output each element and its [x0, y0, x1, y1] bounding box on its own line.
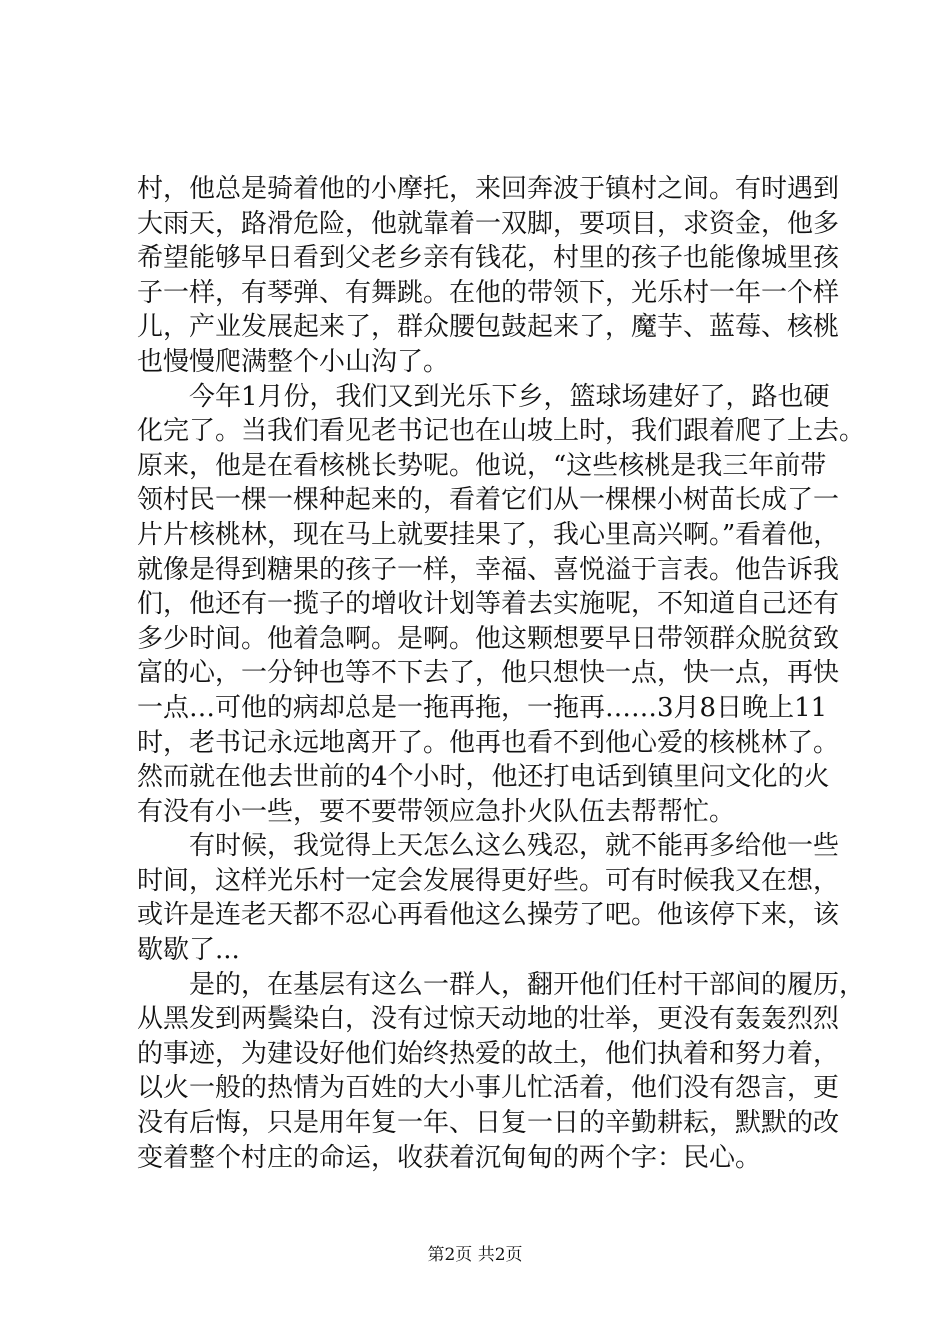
text-line: 希望能够早日看到父老乡亲有钱花，村里的孩子也能像城里孩: [137, 243, 840, 274]
text-line: 或许是连老天都不忍心再看他这么操劳了吧。他该停下来，该: [137, 900, 840, 931]
text-line: 们，他还有一揽子的增收计划等着去实施呢，不知道自己还有: [137, 589, 840, 620]
text-line: 儿，产业发展起来了，群众腰包鼓起来了，魔芋、蓝莓、核桃: [137, 312, 840, 343]
text-line: 歇歇了...: [137, 935, 240, 966]
text-line: 然而就在他去世前的4个小时，他还打电话到镇里问文化的火: [137, 762, 830, 793]
text-line: 有没有小一些，要不要带领应急扑火队伍去帮帮忙。: [137, 796, 736, 827]
text-line: 领村民一棵一棵种起来的，看着它们从一棵棵小树苗长成了一: [137, 485, 840, 516]
text-line: 是的，在基层有这么一群人，翻开他们任村干部间的履历，: [137, 969, 866, 1000]
text-line: 大雨天，路滑危险，他就靠着一双脚，要项目，求资金，他多: [137, 208, 840, 239]
text-line: 多少时间。他着急啊。是啊。他这颗想要早日带领群众脱贫致: [137, 623, 840, 654]
text-line: 富的心，一分钟也等不下去了，他只想快一点，快一点，再快: [137, 658, 840, 689]
text-line: 片片核桃林，现在马上就要挂果了，我心里高兴啊。”看着他，: [137, 519, 840, 550]
text-line: 时，老书记永远地离开了。他再也看不到他心爱的核桃林了。: [137, 727, 840, 758]
text-line: 子一样，有琴弹、有舞跳。在他的带领下，光乐村一年一个样: [137, 277, 840, 308]
text-line: 的事迹，为建设好他们始终热爱的故土，他们执着和努力着，: [137, 1038, 840, 1069]
text-line: 村，他总是骑着他的小摩托，来回奔波于镇村之间。有时遇到: [137, 174, 840, 204]
text-line: 也慢慢爬满整个小山沟了。: [137, 346, 450, 377]
text-line: 化完了。当我们看见老书记也在山坡上时，我们跟着爬了上去。: [137, 416, 866, 447]
page-number-footer: 第2页 共2页: [427, 1245, 523, 1265]
text-line: 从黑发到两鬓染白，没有过惊天动地的壮举，更没有轰轰烈烈: [137, 1004, 840, 1035]
text-line: 一点…可他的病却总是一拖再拖，一拖再……3月8日晚上11: [137, 692, 828, 723]
text-line: 就像是得到糖果的孩子一样，幸福、喜悦溢于言表。他告诉我: [137, 554, 840, 585]
text-line: 原来，他是在看核桃长势呢。他说，“这些核桃是我三年前带: [137, 450, 827, 481]
text-line: 时间，这样光乐村一定会发展得更好些。可有时候我又在想，: [137, 865, 840, 896]
document-body: [137, 172, 866, 1175]
text-line: 以火一般的热情为百姓的大小事儿忙活着，他们没有怨言，更: [137, 1073, 840, 1104]
text-line: 有时候，我觉得上天怎么这么残忍，就不能再多给他一些: [137, 831, 840, 862]
text-line: 变着整个村庄的命运，收获着沉甸甸的两个字：民心。: [137, 1142, 762, 1173]
text-line: 没有后悔，只是用年复一年、日复一日的辛勤耕耘，默默的改: [137, 1108, 840, 1139]
text-line: 今年1月份，我们又到光乐下乡，篮球场建好了，路也硬: [137, 381, 830, 412]
